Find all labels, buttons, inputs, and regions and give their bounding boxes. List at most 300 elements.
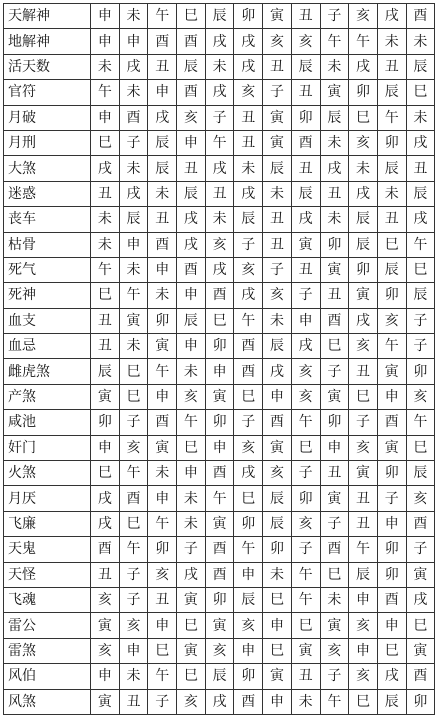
branch-cell: 丑 — [377, 54, 406, 79]
table-row — [4, 257, 435, 282]
row-label: 火煞 — [4, 461, 91, 486]
branch-cell: 亥 — [148, 562, 177, 587]
row-label: 丧车 — [4, 207, 91, 232]
branch-cell: 辰 — [406, 283, 435, 308]
branch-cell: 午 — [406, 410, 435, 435]
branch-cell: 卯 — [205, 334, 234, 359]
branch-cell: 子 — [263, 80, 292, 105]
branch-cell: 亥 — [234, 80, 263, 105]
branch-cell: 辰 — [377, 257, 406, 282]
branch-cell: 寅 — [119, 308, 148, 333]
row-label: 风伯 — [4, 664, 91, 689]
branch-cell: 未 — [177, 511, 206, 536]
branch-cell: 亥 — [119, 435, 148, 460]
branch-cell: 亥 — [349, 4, 378, 29]
branch-cell: 卯 — [148, 537, 177, 562]
table-row — [4, 461, 435, 486]
branch-cell: 亥 — [91, 587, 120, 612]
branch-cell: 巳 — [377, 232, 406, 257]
branch-cell: 戌 — [91, 486, 120, 511]
branch-cell: 戌 — [205, 29, 234, 54]
branch-cell: 酉 — [406, 511, 435, 536]
branch-cell: 亥 — [234, 435, 263, 460]
table-row — [4, 562, 435, 587]
branch-cell: 亥 — [349, 435, 378, 460]
table-row — [4, 207, 435, 232]
branch-cell: 寅 — [320, 486, 349, 511]
table-row — [4, 537, 435, 562]
branch-cell: 辰 — [291, 54, 320, 79]
branch-cell: 申 — [377, 613, 406, 638]
branch-cell: 丑 — [320, 283, 349, 308]
table-row — [4, 664, 435, 689]
branch-cell: 卯 — [148, 308, 177, 333]
branch-cell: 未 — [320, 130, 349, 155]
table-row — [4, 232, 435, 257]
branch-cell: 卯 — [291, 105, 320, 130]
branch-cell: 亥 — [291, 384, 320, 409]
branch-cell: 子 — [320, 359, 349, 384]
branch-cell: 巳 — [148, 638, 177, 663]
branch-cell: 丑 — [377, 207, 406, 232]
branch-cell: 子 — [320, 4, 349, 29]
branch-cell: 申 — [234, 638, 263, 663]
branch-cell: 未 — [205, 54, 234, 79]
branch-cell: 亥 — [406, 486, 435, 511]
branch-cell: 寅 — [148, 435, 177, 460]
branch-cell: 戌 — [234, 283, 263, 308]
branch-cell: 酉 — [205, 537, 234, 562]
branch-cell: 卯 — [263, 537, 292, 562]
branch-cell: 寅 — [349, 461, 378, 486]
branch-cell: 子 — [406, 308, 435, 333]
row-label: 天鬼 — [4, 537, 91, 562]
branch-cell: 酉 — [263, 410, 292, 435]
branch-cell: 未 — [320, 587, 349, 612]
branch-cell: 辰 — [377, 80, 406, 105]
branch-cell: 申 — [119, 29, 148, 54]
branch-cell: 丑 — [205, 181, 234, 206]
branch-cell: 丑 — [406, 156, 435, 181]
branch-cell: 丑 — [291, 156, 320, 181]
branch-cell: 午 — [291, 587, 320, 612]
branch-cell: 午 — [377, 105, 406, 130]
branch-cell: 戌 — [291, 334, 320, 359]
branch-cell: 申 — [377, 384, 406, 409]
branch-cell: 辰 — [406, 54, 435, 79]
branch-cell: 辰 — [406, 461, 435, 486]
branch-cell: 申 — [291, 308, 320, 333]
branch-cell: 子 — [119, 130, 148, 155]
branch-cell: 亥 — [177, 384, 206, 409]
branch-cell: 寅 — [349, 283, 378, 308]
branch-cell: 子 — [406, 334, 435, 359]
branch-cell: 酉 — [406, 4, 435, 29]
branch-cell: 戌 — [91, 156, 120, 181]
branch-cell: 寅 — [377, 435, 406, 460]
row-label: 活天数 — [4, 54, 91, 79]
branch-cell: 午 — [320, 689, 349, 714]
row-label: 奸门 — [4, 435, 91, 460]
branch-cell: 申 — [263, 613, 292, 638]
branch-cell: 亥 — [177, 689, 206, 714]
row-label: 月破 — [4, 105, 91, 130]
branch-cell: 巳 — [119, 511, 148, 536]
branch-cell: 寅 — [263, 4, 292, 29]
branch-cell: 未 — [234, 156, 263, 181]
branch-cell: 未 — [91, 207, 120, 232]
branch-cell: 午 — [205, 130, 234, 155]
branch-cell: 卯 — [234, 4, 263, 29]
branch-cell: 卯 — [377, 562, 406, 587]
branch-cell: 酉 — [119, 105, 148, 130]
branch-cell: 巳 — [406, 435, 435, 460]
branch-cell: 卯 — [406, 689, 435, 714]
branch-cell: 巳 — [234, 486, 263, 511]
table-row — [4, 689, 435, 714]
branch-cell: 申 — [91, 435, 120, 460]
branch-cell: 申 — [234, 562, 263, 587]
branch-cell: 子 — [119, 562, 148, 587]
branch-cell: 申 — [205, 359, 234, 384]
branch-cell: 戌 — [177, 232, 206, 257]
branch-cell: 戌 — [205, 80, 234, 105]
row-label: 风煞 — [4, 689, 91, 714]
table-row — [4, 638, 435, 663]
branch-cell: 未 — [119, 664, 148, 689]
branch-cell: 亥 — [349, 130, 378, 155]
row-label: 产煞 — [4, 384, 91, 409]
branch-cell: 申 — [263, 689, 292, 714]
branch-cell: 酉 — [320, 537, 349, 562]
branch-cell: 亥 — [234, 613, 263, 638]
branch-cell: 戌 — [320, 156, 349, 181]
branch-cell: 申 — [205, 435, 234, 460]
branch-cell: 卯 — [234, 511, 263, 536]
branch-cell: 戌 — [406, 207, 435, 232]
branch-cell: 丑 — [177, 156, 206, 181]
branch-cell: 酉 — [234, 334, 263, 359]
branch-cell: 丑 — [148, 54, 177, 79]
branch-cell: 寅 — [263, 105, 292, 130]
branch-cell: 卯 — [91, 410, 120, 435]
branch-cell: 酉 — [377, 587, 406, 612]
branch-cell: 酉 — [148, 232, 177, 257]
branch-cell: 巳 — [377, 638, 406, 663]
branch-cell: 午 — [177, 410, 206, 435]
branch-cell: 未 — [377, 181, 406, 206]
branch-cell: 寅 — [177, 638, 206, 663]
branch-cell: 戌 — [349, 181, 378, 206]
branch-cell: 申 — [377, 511, 406, 536]
row-label: 枯骨 — [4, 232, 91, 257]
branch-cell: 戌 — [205, 689, 234, 714]
branch-cell: 辰 — [263, 156, 292, 181]
row-label: 血忌 — [4, 334, 91, 359]
branch-cell: 亥 — [263, 29, 292, 54]
branch-cell: 申 — [91, 29, 120, 54]
branch-cell: 子 — [234, 410, 263, 435]
table-row — [4, 435, 435, 460]
branch-cell: 戌 — [234, 461, 263, 486]
branch-cell: 丑 — [91, 334, 120, 359]
branch-cell: 子 — [291, 461, 320, 486]
table-row — [4, 54, 435, 79]
branch-cell: 辰 — [177, 308, 206, 333]
branch-cell: 子 — [291, 283, 320, 308]
branch-cell: 戌 — [349, 308, 378, 333]
row-label: 飞魂 — [4, 587, 91, 612]
branch-cell: 申 — [177, 130, 206, 155]
branch-cell: 亥 — [291, 511, 320, 536]
branch-cell: 午 — [349, 29, 378, 54]
branch-cell: 酉 — [148, 29, 177, 54]
branch-cell: 申 — [91, 4, 120, 29]
branch-cell: 丑 — [148, 207, 177, 232]
branch-cell: 戌 — [406, 587, 435, 612]
branch-cell: 辰 — [263, 486, 292, 511]
branch-cell: 辰 — [91, 359, 120, 384]
row-label: 血支 — [4, 308, 91, 333]
branch-cell: 申 — [91, 664, 120, 689]
table-row — [4, 4, 435, 29]
branch-cell: 午 — [148, 664, 177, 689]
row-label: 死神 — [4, 283, 91, 308]
branch-cell: 戌 — [205, 257, 234, 282]
branch-cell: 戌 — [406, 130, 435, 155]
branch-cell: 未 — [263, 308, 292, 333]
branch-cell: 巳 — [91, 461, 120, 486]
branch-cell: 卯 — [320, 232, 349, 257]
branch-cell: 午 — [377, 334, 406, 359]
branch-cell: 辰 — [234, 207, 263, 232]
branch-cell: 午 — [349, 537, 378, 562]
branch-cell: 未 — [119, 4, 148, 29]
branch-cell: 未 — [148, 283, 177, 308]
branch-cell: 丑 — [148, 587, 177, 612]
branch-cell: 卯 — [320, 410, 349, 435]
table-row — [4, 334, 435, 359]
branch-cell: 辰 — [177, 181, 206, 206]
branch-cell: 未 — [406, 29, 435, 54]
branch-cell: 亥 — [263, 283, 292, 308]
branch-cell: 辰 — [291, 181, 320, 206]
almanac-sheet — [3, 3, 428, 710]
branch-cell: 未 — [377, 29, 406, 54]
branch-cell: 申 — [263, 384, 292, 409]
branch-cell: 巳 — [349, 105, 378, 130]
branch-cell: 午 — [234, 308, 263, 333]
branch-cell: 戌 — [148, 105, 177, 130]
branch-cell: 寅 — [91, 689, 120, 714]
branch-cell: 寅 — [91, 384, 120, 409]
branch-cell: 未 — [263, 562, 292, 587]
branch-cell: 未 — [320, 54, 349, 79]
row-label: 天解神 — [4, 4, 91, 29]
table-row — [4, 384, 435, 409]
branch-cell: 卯 — [205, 587, 234, 612]
branch-cell: 丑 — [234, 130, 263, 155]
branch-cell: 亥 — [291, 29, 320, 54]
branch-cell: 卯 — [406, 359, 435, 384]
branch-cell: 酉 — [177, 80, 206, 105]
branch-cell: 寅 — [91, 613, 120, 638]
branch-cell: 申 — [119, 638, 148, 663]
table-row — [4, 105, 435, 130]
branch-cell: 巳 — [263, 638, 292, 663]
branch-cell: 子 — [291, 537, 320, 562]
branch-cell: 戌 — [349, 54, 378, 79]
branch-cell: 亥 — [406, 384, 435, 409]
almanac-table — [3, 3, 435, 715]
branch-cell: 寅 — [263, 664, 292, 689]
branch-cell: 卯 — [377, 461, 406, 486]
branch-cell: 午 — [291, 562, 320, 587]
branch-cell: 戌 — [119, 181, 148, 206]
branch-cell: 午 — [320, 29, 349, 54]
branch-cell: 巳 — [263, 587, 292, 612]
branch-cell: 丑 — [349, 359, 378, 384]
branch-cell: 酉 — [320, 308, 349, 333]
almanac-table-body — [4, 4, 435, 715]
branch-cell: 午 — [234, 537, 263, 562]
branch-cell: 辰 — [148, 130, 177, 155]
branch-cell: 未 — [263, 181, 292, 206]
branch-cell: 寅 — [205, 511, 234, 536]
branch-cell: 丑 — [119, 689, 148, 714]
branch-cell: 亥 — [177, 105, 206, 130]
branch-cell: 亥 — [291, 359, 320, 384]
branch-cell: 戌 — [234, 29, 263, 54]
row-label: 雷公 — [4, 613, 91, 638]
branch-cell: 巳 — [349, 384, 378, 409]
row-label: 地解神 — [4, 29, 91, 54]
row-label: 飞廉 — [4, 511, 91, 536]
branch-cell: 巳 — [291, 435, 320, 460]
branch-cell: 未 — [148, 181, 177, 206]
table-row — [4, 283, 435, 308]
branch-cell: 辰 — [148, 156, 177, 181]
branch-cell: 辰 — [263, 334, 292, 359]
branch-cell: 酉 — [205, 562, 234, 587]
branch-cell: 巳 — [320, 334, 349, 359]
branch-cell: 戌 — [377, 664, 406, 689]
branch-cell: 辰 — [205, 4, 234, 29]
branch-cell: 酉 — [234, 359, 263, 384]
branch-cell: 午 — [406, 232, 435, 257]
branch-cell: 巳 — [177, 613, 206, 638]
branch-cell: 丑 — [234, 105, 263, 130]
branch-cell: 巳 — [177, 435, 206, 460]
branch-cell: 午 — [119, 461, 148, 486]
branch-cell: 寅 — [377, 359, 406, 384]
branch-cell: 子 — [263, 257, 292, 282]
branch-cell: 亥 — [234, 257, 263, 282]
branch-cell: 午 — [148, 511, 177, 536]
branch-cell: 子 — [177, 537, 206, 562]
branch-cell: 卯 — [377, 283, 406, 308]
branch-cell: 辰 — [349, 232, 378, 257]
branch-cell: 戌 — [377, 4, 406, 29]
branch-cell: 午 — [91, 80, 120, 105]
branch-cell: 未 — [177, 486, 206, 511]
branch-cell: 戌 — [205, 156, 234, 181]
branch-cell: 午 — [119, 537, 148, 562]
branch-cell: 亥 — [349, 664, 378, 689]
table-row — [4, 410, 435, 435]
branch-cell: 丑 — [349, 486, 378, 511]
branch-cell: 亥 — [320, 638, 349, 663]
branch-cell: 午 — [148, 4, 177, 29]
table-row — [4, 587, 435, 612]
branch-cell: 未 — [291, 689, 320, 714]
branch-cell: 巳 — [177, 4, 206, 29]
branch-cell: 巳 — [349, 689, 378, 714]
branch-cell: 申 — [349, 587, 378, 612]
branch-cell: 子 — [234, 232, 263, 257]
row-label: 咸池 — [4, 410, 91, 435]
row-label: 月厌 — [4, 486, 91, 511]
branch-cell: 酉 — [205, 461, 234, 486]
branch-cell: 亥 — [205, 638, 234, 663]
branch-cell: 子 — [119, 587, 148, 612]
branch-cell: 戌 — [177, 562, 206, 587]
branch-cell: 寅 — [177, 587, 206, 612]
branch-cell: 午 — [291, 410, 320, 435]
branch-cell: 巳 — [119, 384, 148, 409]
row-label: 月刑 — [4, 130, 91, 155]
branch-cell: 午 — [148, 359, 177, 384]
branch-cell: 寅 — [320, 257, 349, 282]
branch-cell: 申 — [177, 334, 206, 359]
branch-cell: 巳 — [205, 308, 234, 333]
branch-cell: 申 — [148, 80, 177, 105]
branch-cell: 卯 — [377, 537, 406, 562]
branch-cell: 寅 — [291, 638, 320, 663]
branch-cell: 申 — [148, 384, 177, 409]
table-row — [4, 29, 435, 54]
branch-cell: 寅 — [263, 130, 292, 155]
branch-cell: 午 — [91, 257, 120, 282]
branch-cell: 丑 — [291, 4, 320, 29]
branch-cell: 酉 — [91, 537, 120, 562]
branch-cell: 辰 — [320, 105, 349, 130]
branch-cell: 卯 — [291, 486, 320, 511]
branch-cell: 未 — [205, 207, 234, 232]
table-row — [4, 511, 435, 536]
branch-cell: 戌 — [263, 359, 292, 384]
branch-cell: 丑 — [91, 308, 120, 333]
branch-cell: 未 — [320, 207, 349, 232]
branch-cell: 子 — [320, 664, 349, 689]
branch-cell: 戌 — [91, 511, 120, 536]
branch-cell: 子 — [119, 410, 148, 435]
branch-cell: 子 — [349, 410, 378, 435]
branch-cell: 巳 — [320, 562, 349, 587]
branch-cell: 亥 — [377, 308, 406, 333]
branch-cell: 未 — [119, 156, 148, 181]
branch-cell: 酉 — [291, 130, 320, 155]
branch-cell: 酉 — [234, 689, 263, 714]
branch-cell: 戌 — [119, 54, 148, 79]
branch-cell: 巳 — [234, 384, 263, 409]
branch-cell: 寅 — [320, 80, 349, 105]
branch-cell: 辰 — [234, 587, 263, 612]
branch-cell: 子 — [406, 537, 435, 562]
branch-cell: 寅 — [205, 384, 234, 409]
branch-cell: 子 — [377, 486, 406, 511]
row-label: 天怪 — [4, 562, 91, 587]
